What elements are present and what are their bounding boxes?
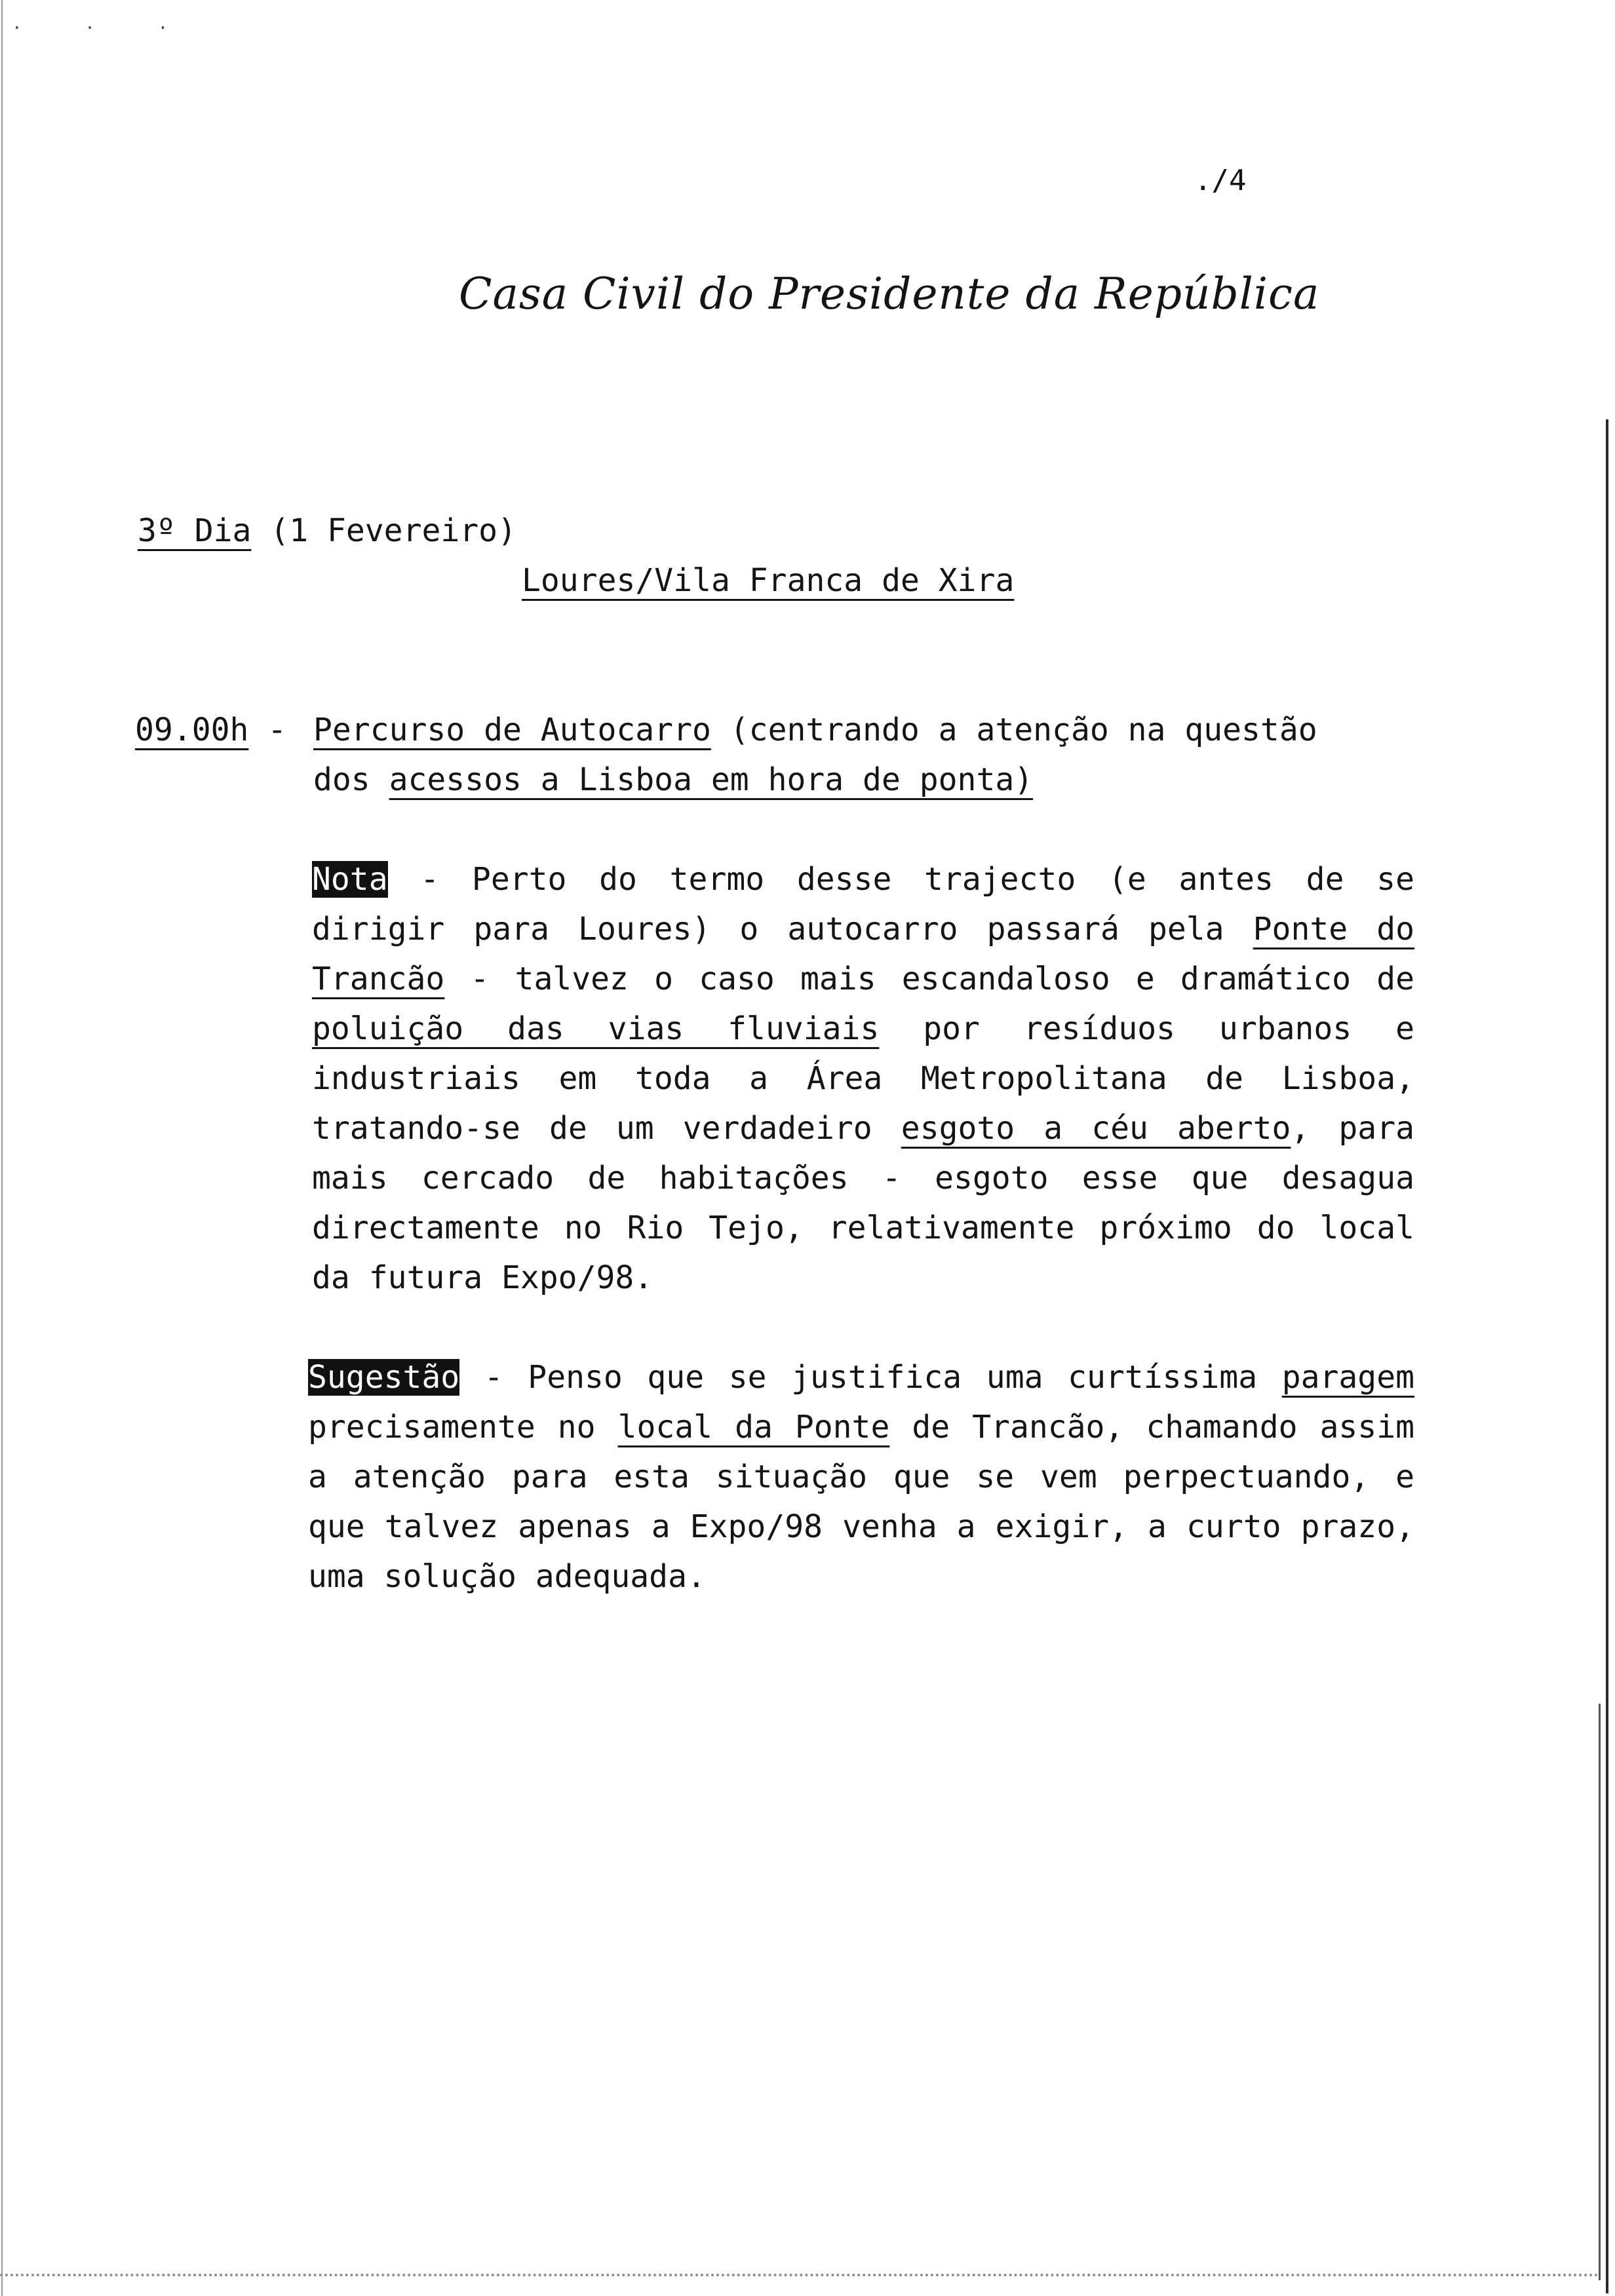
suggestion-underline-2: local da Ponte [617,1409,890,1445]
suggestion-paragraph [308,1352,1414,1601]
suggestion-text-2: precisamente no [308,1409,618,1445]
day-location-text: Loures/Vila Franca de Xira [522,562,1015,599]
suggestion-underline-1: paragem [1281,1359,1414,1396]
scan-bottom-edge [0,2274,1599,2276]
day-date: (1 Fevereiro) [251,512,516,549]
day-heading [138,506,516,556]
page-number: ./4 [1194,164,1247,197]
note-text-4: , para mais cercado de habitações - esgoto esse que desagua directamente no Rio Tejo, relativamente próximo do local da futura Expo/98. [312,1110,1414,1296]
item-line2-underlined: acessos a Lisboa em hora de ponta) [389,761,1034,798]
note-text-2: - talvez o caso mais escandaloso e dramático de [444,961,1414,997]
item-time [135,705,286,755]
item-time-dash: - [248,712,287,748]
letterhead: Casa Civil do Presidente da República [459,269,1320,319]
note-underline-2: poluição das vias fluviais [312,1010,880,1047]
item-title: Percurso de Autocarro [313,712,711,748]
note-paragraph [312,854,1414,1303]
note-text-1: - Perto do termo desse trajecto (e antes de se dirigir para Loures) o autocarro passará pela [312,861,1414,947]
day-location [522,556,1014,605]
item-line1-rest: (centrando a atenção na questão [710,712,1317,748]
day-label: 3º Dia [138,512,252,549]
suggestion-text-3: de Trancão, chamando assim a atenção para esta situação que se vem perpectuando, e que talvez apenas a Expo/98 venha a exigir, a curto prazo, uma solução adequada. [308,1409,1415,1595]
suggestion-label: Sugestão [308,1359,460,1396]
scan-edge-right-inner [1599,1704,1601,2280]
scan-edge-right [1606,419,1608,2293]
scan-specks: · · · [12,18,195,38]
note-underline-3: esgoto a céu aberto [901,1110,1291,1147]
note-text-3: por resíduos urbanos e industriais em toda a Área Metropolitana de Lisboa, tratando-se de um verdadeiro [312,1010,1415,1147]
scan-edge-left [1,0,3,2296]
item-line2-start: dos [313,761,389,798]
item-time-value: 09.00h [135,712,249,748]
suggestion-text-1: - Penso que se justifica uma curtíssima [459,1359,1282,1396]
note-label: Nota [312,861,388,898]
item-paragraph [313,705,1414,805]
note-underline-1: Ponte do Trancão [312,911,1415,997]
